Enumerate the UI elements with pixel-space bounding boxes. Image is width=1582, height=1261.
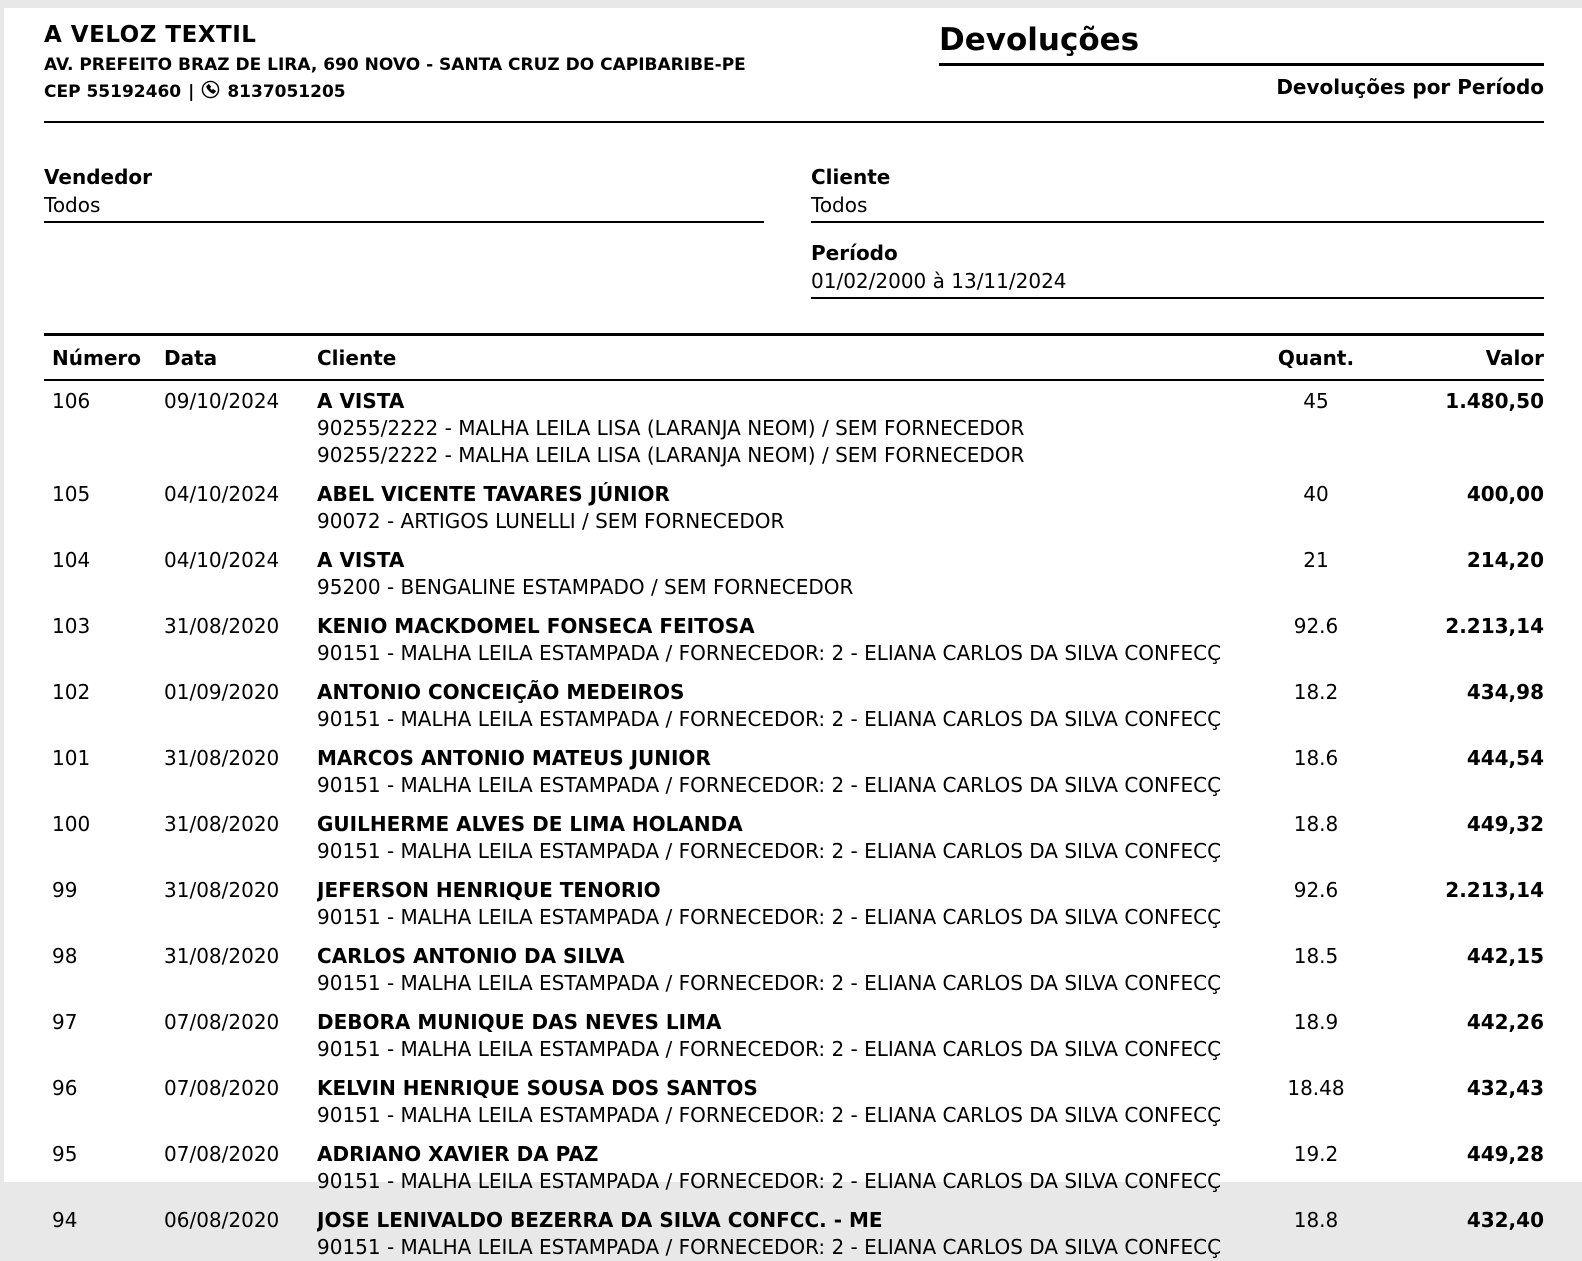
row-quant: 18.5 [1293,944,1339,968]
table-row [44,541,1544,601]
row-cliente: KENIO MACKDOMEL FONSECA FEITOSA [317,614,755,638]
row-quant: 18.8 [1293,812,1339,836]
row-items [317,772,1544,799]
row-valor: 214,20 [1466,548,1544,572]
row-numero: 96 [52,1076,78,1100]
table-body [44,381,1544,1261]
row-data: 31/08/2020 [164,878,280,902]
row-quant: 18.9 [1293,1010,1339,1034]
row-cliente: A VISTA [317,389,405,413]
row-item-description: 95200 - BENGALINE ESTAMPADO / SEM FORNECEDOR [317,575,854,599]
row-quant: 40 [1303,482,1329,506]
row-valor: 442,26 [1466,1010,1544,1034]
company-cep: CEP 55192460 [44,82,182,102]
column-header-quant: Quant. [1277,346,1355,370]
row-items [317,706,1544,733]
row-data: 04/10/2024 [164,548,280,572]
row-valor: 1.480,50 [1445,389,1544,413]
row-cliente: KELVIN HENRIQUE SOUSA DOS SANTOS [317,1076,758,1100]
row-item-description: 90151 - MALHA LEILA ESTAMPADA / FORNECEDOR: 2 - ELIANA CARLOS DA SILVA CONFECÇ [317,1169,1222,1193]
table-row [44,382,1544,469]
cliente-value: Todos [811,193,1544,223]
row-cliente: A VISTA [317,548,405,572]
page-title: Devoluções [939,22,1544,66]
row-data: 31/08/2020 [164,812,280,836]
row-data: 07/08/2020 [164,1010,280,1034]
column-header-numero: Número [52,346,141,370]
row-item-description: 90151 - MALHA LEILA ESTAMPADA / FORNECEDOR: 2 - ELIANA CARLOS DA SILVA CONFECÇ [317,773,1222,797]
row-numero: 103 [52,614,91,638]
company-block [44,22,746,104]
page-subtitle: Devoluções por Período [1276,75,1544,99]
table-row [44,1135,1544,1195]
row-item-description: 90151 - MALHA LEILA ESTAMPADA / FORNECEDOR: 2 - ELIANA CARLOS DA SILVA CONFECÇ [317,971,1222,995]
table-row [44,475,1544,535]
row-quant: 18.2 [1293,680,1339,704]
row-items [317,574,1544,601]
row-items [317,1234,1544,1261]
row-valor: 400,00 [1466,482,1544,506]
returns-table [44,333,1544,1261]
periodo-label: Período [811,241,898,265]
row-cliente: DEBORA MUNIQUE DAS NEVES LIMA [317,1010,722,1034]
cliente-filter [811,165,1544,223]
company-phone: 8137051205 [227,82,346,102]
row-cliente: ADRIANO XAVIER DA PAZ [317,1142,599,1166]
column-header-data: Data [164,346,218,370]
table-row [44,1003,1544,1063]
table-row [44,937,1544,997]
table-row [44,673,1544,733]
filters-section [44,165,1544,299]
row-quant: 92.6 [1293,614,1339,638]
row-data: 04/10/2024 [164,482,280,506]
row-numero: 104 [52,548,91,572]
row-items [317,970,1544,997]
row-items [317,904,1544,931]
row-cliente: JOSE LENIVALDO BEZERRA DA SILVA CONFCC. - ME [317,1208,883,1232]
row-items [317,640,1544,667]
table-row [44,1201,1544,1261]
header-divider [44,121,1544,123]
table-row [44,805,1544,865]
report-page [4,8,1582,1259]
row-items [317,415,1544,469]
row-item-description: 90255/2222 - MALHA LEILA LISA (LARANJA NEOM) / SEM FORNECEDOR [317,443,1025,467]
row-numero: 98 [52,944,78,968]
row-numero: 101 [52,746,91,770]
row-valor: 444,54 [1466,746,1544,770]
row-numero: 95 [52,1142,78,1166]
row-numero: 94 [52,1208,78,1232]
row-valor: 442,15 [1466,944,1544,968]
row-valor: 434,98 [1466,680,1544,704]
row-item-description: 90151 - MALHA LEILA ESTAMPADA / FORNECEDOR: 2 - ELIANA CARLOS DA SILVA CONFECÇ [317,839,1222,863]
periodo-value: 01/02/2000 à 13/11/2024 [811,269,1544,299]
periodo-filter [811,241,1544,299]
row-data: 31/08/2020 [164,746,280,770]
column-header-cliente: Cliente [317,346,397,370]
row-valor: 432,43 [1466,1076,1544,1100]
row-cliente: CARLOS ANTONIO DA SILVA [317,944,625,968]
report-header [44,22,1544,104]
row-valor: 449,32 [1466,812,1544,836]
row-data: 01/09/2020 [164,680,280,704]
row-data: 31/08/2020 [164,944,280,968]
row-quant: 45 [1303,389,1329,413]
vendedor-value: Todos [44,193,764,223]
row-valor: 2.213,14 [1445,878,1544,902]
row-data: 31/08/2020 [164,614,280,638]
row-item-description: 90151 - MALHA LEILA ESTAMPADA / FORNECEDOR: 2 - ELIANA CARLOS DA SILVA CONFECÇ [317,1037,1222,1061]
row-item-description: 90151 - MALHA LEILA ESTAMPADA / FORNECEDOR: 2 - ELIANA CARLOS DA SILVA CONFECÇ [317,905,1222,929]
row-items [317,1102,1544,1129]
row-quant: 18.48 [1287,1076,1345,1100]
row-data: 09/10/2024 [164,389,280,413]
company-name: A VELOZ TEXTIL [44,22,257,48]
row-numero: 99 [52,878,78,902]
column-header-valor: Valor [1485,346,1544,370]
row-valor: 449,28 [1466,1142,1544,1166]
separator: | [188,82,195,102]
vendedor-filter [44,165,764,299]
phone-icon [201,80,220,104]
row-data: 07/08/2020 [164,1076,280,1100]
row-numero: 106 [52,389,91,413]
row-item-description: 90151 - MALHA LEILA ESTAMPADA / FORNECEDOR: 2 - ELIANA CARLOS DA SILVA CONFECÇ [317,707,1222,731]
row-cliente: GUILHERME ALVES DE LIMA HOLANDA [317,812,743,836]
table-row [44,871,1544,931]
row-cliente: ABEL VICENTE TAVARES JÚNIOR [317,482,670,506]
title-block [939,22,1544,99]
row-cliente: MARCOS ANTONIO MATEUS JUNIOR [317,746,711,770]
row-item-description: 90255/2222 - MALHA LEILA LISA (LARANJA NEOM) / SEM FORNECEDOR [317,416,1025,440]
row-valor: 432,40 [1466,1208,1544,1232]
row-cliente: JEFERSON HENRIQUE TENORIO [317,878,661,902]
row-data: 06/08/2020 [164,1208,280,1232]
cliente-label: Cliente [811,165,891,189]
table-row [44,739,1544,799]
vendedor-label: Vendedor [44,165,152,189]
row-items [317,1036,1544,1063]
row-numero: 105 [52,482,91,506]
row-data: 07/08/2020 [164,1142,280,1166]
row-item-description: 90151 - MALHA LEILA ESTAMPADA / FORNECEDOR: 2 - ELIANA CARLOS DA SILVA CONFECÇ [317,1235,1222,1259]
row-cliente: ANTONIO CONCEIÇÃO MEDEIROS [317,680,685,704]
row-valor: 2.213,14 [1445,614,1544,638]
row-item-description: 90151 - MALHA LEILA ESTAMPADA / FORNECEDOR: 2 - ELIANA CARLOS DA SILVA CONFECÇ [317,641,1222,665]
row-quant: 18.8 [1293,1208,1339,1232]
row-numero: 97 [52,1010,78,1034]
row-items [317,508,1544,535]
row-items [317,838,1544,865]
table-header [44,333,1544,381]
row-item-description: 90151 - MALHA LEILA ESTAMPADA / FORNECEDOR: 2 - ELIANA CARLOS DA SILVA CONFECÇ [317,1103,1222,1127]
row-quant: 21 [1303,548,1329,572]
table-row [44,1069,1544,1129]
cliente-periodo-filters [811,165,1544,299]
row-quant: 19.2 [1293,1142,1339,1166]
row-numero: 102 [52,680,91,704]
row-quant: 92.6 [1293,878,1339,902]
company-contact-line [44,80,746,104]
row-item-description: 90072 - ARTIGOS LUNELLI / SEM FORNECEDOR [317,509,785,533]
row-numero: 100 [52,812,91,836]
row-quant: 18.6 [1293,746,1339,770]
company-address: AV. PREFEITO BRAZ DE LIRA, 690 NOVO - SANTA CRUZ DO CAPIBARIBE-PE [44,55,746,75]
table-row [44,607,1544,667]
